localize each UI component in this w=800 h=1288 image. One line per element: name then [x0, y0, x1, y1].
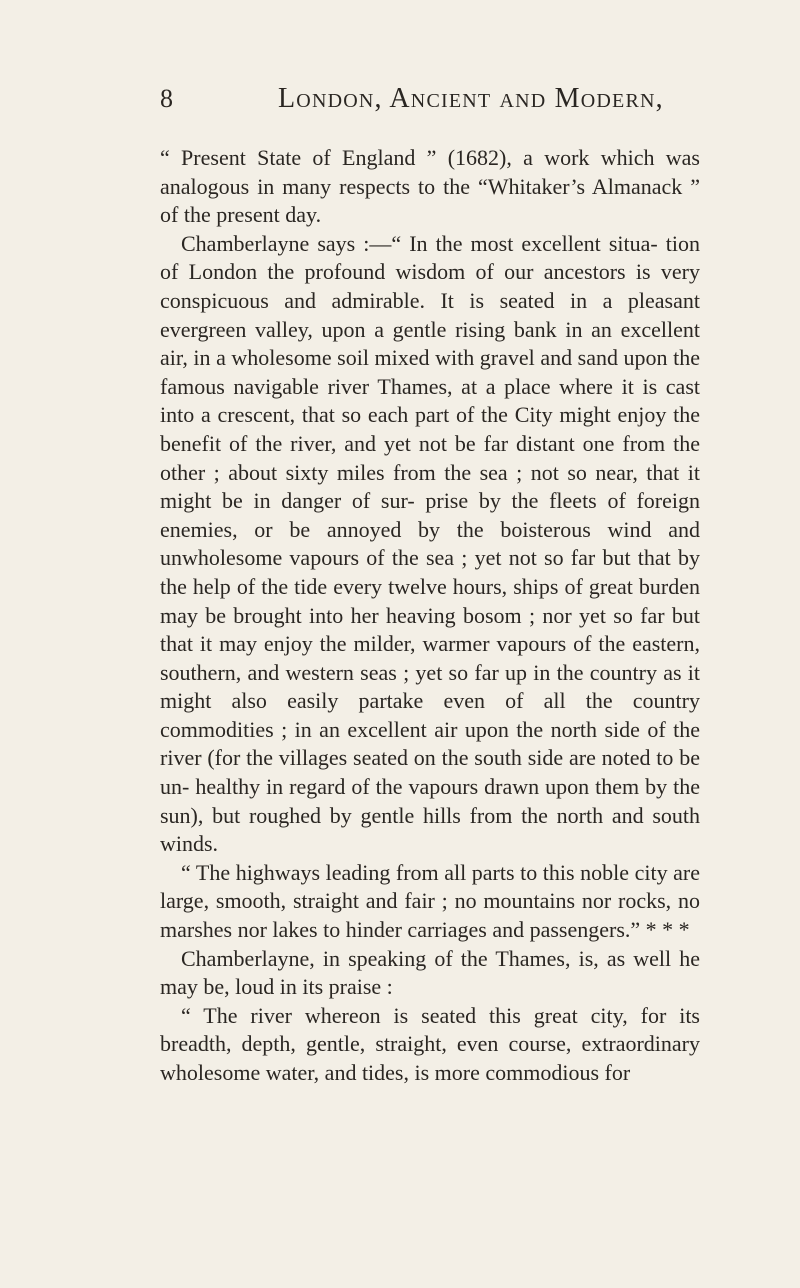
paragraph-river-quote: “ The river whereon is seated this great city, for its breadth, depth, gentle, straight, even course, extraordinary wholesome water, and tides, is more commodious for [160, 1002, 700, 1085]
page-body [160, 144, 700, 1088]
running-title: London, Ancient and Modern, [278, 83, 664, 114]
paragraph-chamberlayne-situation: Chamberlayne says :—“ In the most excellent situa- tion of London the profound wisdom of our ancestors is very conspicuous and admirable. It is seated in a pleasant evergreen valley, upon a gentle rising bank in an excellent air, in a wholesome soil mixed with gravel and sand upon the famous navigable river Thames, at a place where it is cast into a crescent, that so each part of the City might enjoy the benefit of the river, and yet not be far distant one from the other ; about sixty miles from the sea ; not so near, that it might be in danger of sur- prise by the fleets of foreign enemies, or be annoyed by the boisterous wind and unwholesome vapours of the sea ; yet not so far but that by the help of the tide every twelve hours, ships of great burden may be brought into her heaving bosom ; nor yet so far but that it may enjoy the milder, warmer vapours of the eastern, southern, and western seas ; yet so far up in the country as it might also easily partake even of all the country commodities ; in an excellent air upon the north side of the river (for the villages seated on the south side are noted to be un- healthy in regard of the vapours drawn upon them by the sun), but roughed by gentle hills from the north and south winds. [160, 230, 700, 857]
paragraph-thames-praise: Chamberlayne, in speaking of the Thames, is, as well he may be, loud in its praise : [160, 945, 700, 1000]
page-header [160, 82, 700, 122]
paragraph-present-state: “ Present State of England ” (1682), a work which was analogous in many respects to the “Whitaker’s Almanack ” of the present day. [160, 145, 700, 228]
page-number: 8 [160, 84, 173, 113]
paragraph-highways: “ The highways leading from all parts to this noble city are large, smooth, straight and fair ; no mountains nor rocks, no marshes nor lakes to hinder carriages and passengers.” * * * [160, 859, 700, 943]
